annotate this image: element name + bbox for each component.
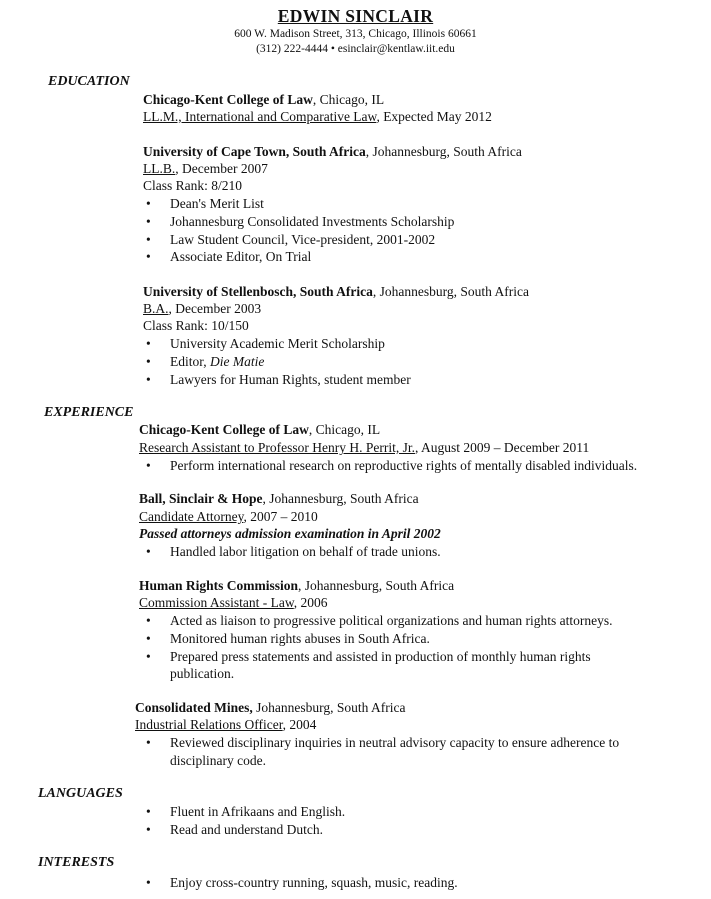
bullet: •: [146, 649, 151, 664]
exp-3-role: Commission Assistant - Law: [139, 595, 294, 610]
bullet: •: [146, 336, 151, 351]
section-languages-heading: LANGUAGES: [38, 786, 123, 801]
edu-3-header: [143, 283, 529, 300]
bullet: •: [146, 631, 151, 646]
exp-1-org: Chicago-Kent College of Law: [139, 422, 309, 437]
edu-2-rank: Class Rank: 8/210: [143, 178, 243, 193]
exp-3-item-3-cont: publication.: [170, 666, 235, 681]
resume-name: EDWIN SINCLAIR: [277, 6, 434, 26]
exp-3-dates: , 2006: [293, 595, 328, 610]
bullet: •: [146, 214, 151, 229]
exp-3-location: , Johannesburg, South Africa: [298, 578, 455, 593]
bullet: •: [146, 249, 151, 264]
exp-2-location: , Johannesburg, South Africa: [262, 491, 419, 506]
edu-2-header: [143, 143, 522, 160]
edu-3-degree-date: , December 2003: [168, 301, 262, 316]
section-interests-heading: INTERESTS: [38, 855, 115, 870]
edu-1-degree: LL.M., International and Comparative Law: [143, 109, 377, 124]
bullet: •: [146, 354, 151, 369]
exp-2-header: [139, 490, 419, 507]
exp-4-item-1-cont: disciplinary code.: [170, 753, 266, 768]
edu-3-rank: Class Rank: 10/150: [143, 318, 249, 333]
contact-address: 600 W. Madison Street, 313, Chicago, Illinois 60661: [234, 28, 477, 40]
edu-2-degree: LL.B.: [143, 161, 176, 176]
section-education-heading: EDUCATION: [48, 74, 130, 89]
bullet: •: [146, 544, 151, 559]
exp-2-note: Passed attorneys admission examination in April 2002: [139, 526, 441, 541]
exp-2-dates: , 2007 – 2010: [243, 509, 318, 524]
bullet: •: [146, 613, 151, 628]
edu-2-location: , Johannesburg, South Africa: [365, 144, 522, 159]
contact-email: esinclair@kentlaw.iit.edu: [337, 43, 455, 55]
edu-3-school: University of Stellenbosch, South Africa: [143, 284, 373, 299]
exp-2-role-line: [139, 508, 318, 525]
bullet: •: [146, 458, 151, 473]
edu-1-school: Chicago-Kent College of Law: [143, 92, 313, 107]
edu-3-degree: B.A.: [143, 301, 169, 316]
exp-4-header: [135, 699, 406, 716]
exp-1-role-line: [139, 439, 589, 456]
bullet: •: [146, 822, 151, 837]
edu-1-degree-line: [143, 108, 492, 125]
edu-3-degree-line: [143, 300, 261, 317]
bullet: •: [146, 875, 151, 890]
exp-1-dates: , August 2009 – December 2011: [414, 440, 590, 455]
bullet: •: [146, 735, 151, 750]
contact-phone: (312) 222-4444: [256, 43, 328, 55]
exp-1-location: , Chicago, IL: [308, 422, 381, 437]
exp-3-org: Human Rights Commission: [139, 578, 299, 593]
exp-3-header: [139, 577, 454, 594]
exp-3-role-line: [139, 594, 328, 611]
edu-2-degree-date: , December 2007: [175, 161, 268, 176]
exp-2-org: Ball, Sinclair & Hope: [139, 491, 263, 506]
exp-4-dates: , 2004: [282, 717, 317, 732]
bullet: •: [146, 372, 151, 387]
section-experience-heading: EXPERIENCE: [44, 405, 134, 420]
exp-1-header: [139, 421, 380, 438]
bullet: •: [146, 804, 151, 819]
exp-2-role: Candidate Attorney: [139, 509, 244, 524]
exp-4-location: Johannesburg, South Africa: [252, 700, 406, 715]
edu-2-degree-line: [143, 160, 268, 177]
edu-2-school: University of Cape Town, South Africa: [143, 144, 366, 159]
publication-title: Die Matie: [209, 354, 265, 369]
exp-4-role: Industrial Relations Officer: [135, 717, 283, 732]
edu-1-degree-date: , Expected May 2012: [376, 109, 492, 124]
edu-1-location: , Chicago, IL: [312, 92, 385, 107]
resume-page: EDWIN SINCLAIR 600 W. Madison Street, 313, Chicago, Illinois 60661 (312) 222-4444 • esinclair@kentlaw.iit.edu EDUCATION Chicago-Kent College of Law, Chicago, IL LL.M., International and Comparative Law, Expected May 2012 University of Cape Town, South Africa, Johannesburg, South Africa LL.B., December 2007 Class Rank: 8/210 • Dean's Merit List • Johannesburg Consolidated Investments Scholarship • Law Student Council, Vice-president, 2001-2002 • Associate Editor, On Trial University of Stellenbosch, South Africa, Johannesburg, South Africa B.A., December 2003 Class Rank: 10/150 • University Academic Merit Scholarship • Editor, Die Matie • Lawyers for Human Rights, student member EXPERIENCE Chicago-Kent College of Law, Chicago, IL Research Assistant to Professor Henry H. Perrit, Jr., August 2009 – December 2011 • Perform international research on reproductive rights of mentally disabled individuals. Ball, Sinclair & Hope, Johannesburg, South Africa Candidate Attorney, 2007 – 2010 Passed attorneys admission examination in April 2002 • Handled labor litigation on behalf of trade unions. Human Rights Commission, Johannesburg, South Africa Commission Assistant - Law, 2006 • Acted as liaison to progressive political organizations and human rights attorneys. • Monitored human rights abuses in South Africa. • Prepared press statements and assisted in production of monthly human rights publication. Consolidated Mines, Johannesburg, South Africa Industrial Relations Officer, 2004 • Reviewed disciplinary inquiries in neutral advisory capacity to ensure adherence to disciplinary code. LANGUAGES • Fluent in Afrikaans and English. • Read and understand Dutch. INTERESTS • Enjoy cross-country running, squash, music, reading.: [0, 0, 711, 899]
bullet: •: [146, 232, 151, 247]
edu-1-header: [143, 91, 384, 108]
bullet: •: [146, 196, 151, 211]
contact-separator: •: [330, 43, 335, 55]
contact-line: [0, 43, 711, 55]
exp-4-role-line: [135, 716, 316, 733]
exp-4-org: Consolidated Mines,: [135, 700, 253, 715]
edu-3-location: , Johannesburg, South Africa: [372, 284, 529, 299]
exp-1-role: Research Assistant to Professor Henry H. Perrit, Jr.: [139, 440, 415, 455]
